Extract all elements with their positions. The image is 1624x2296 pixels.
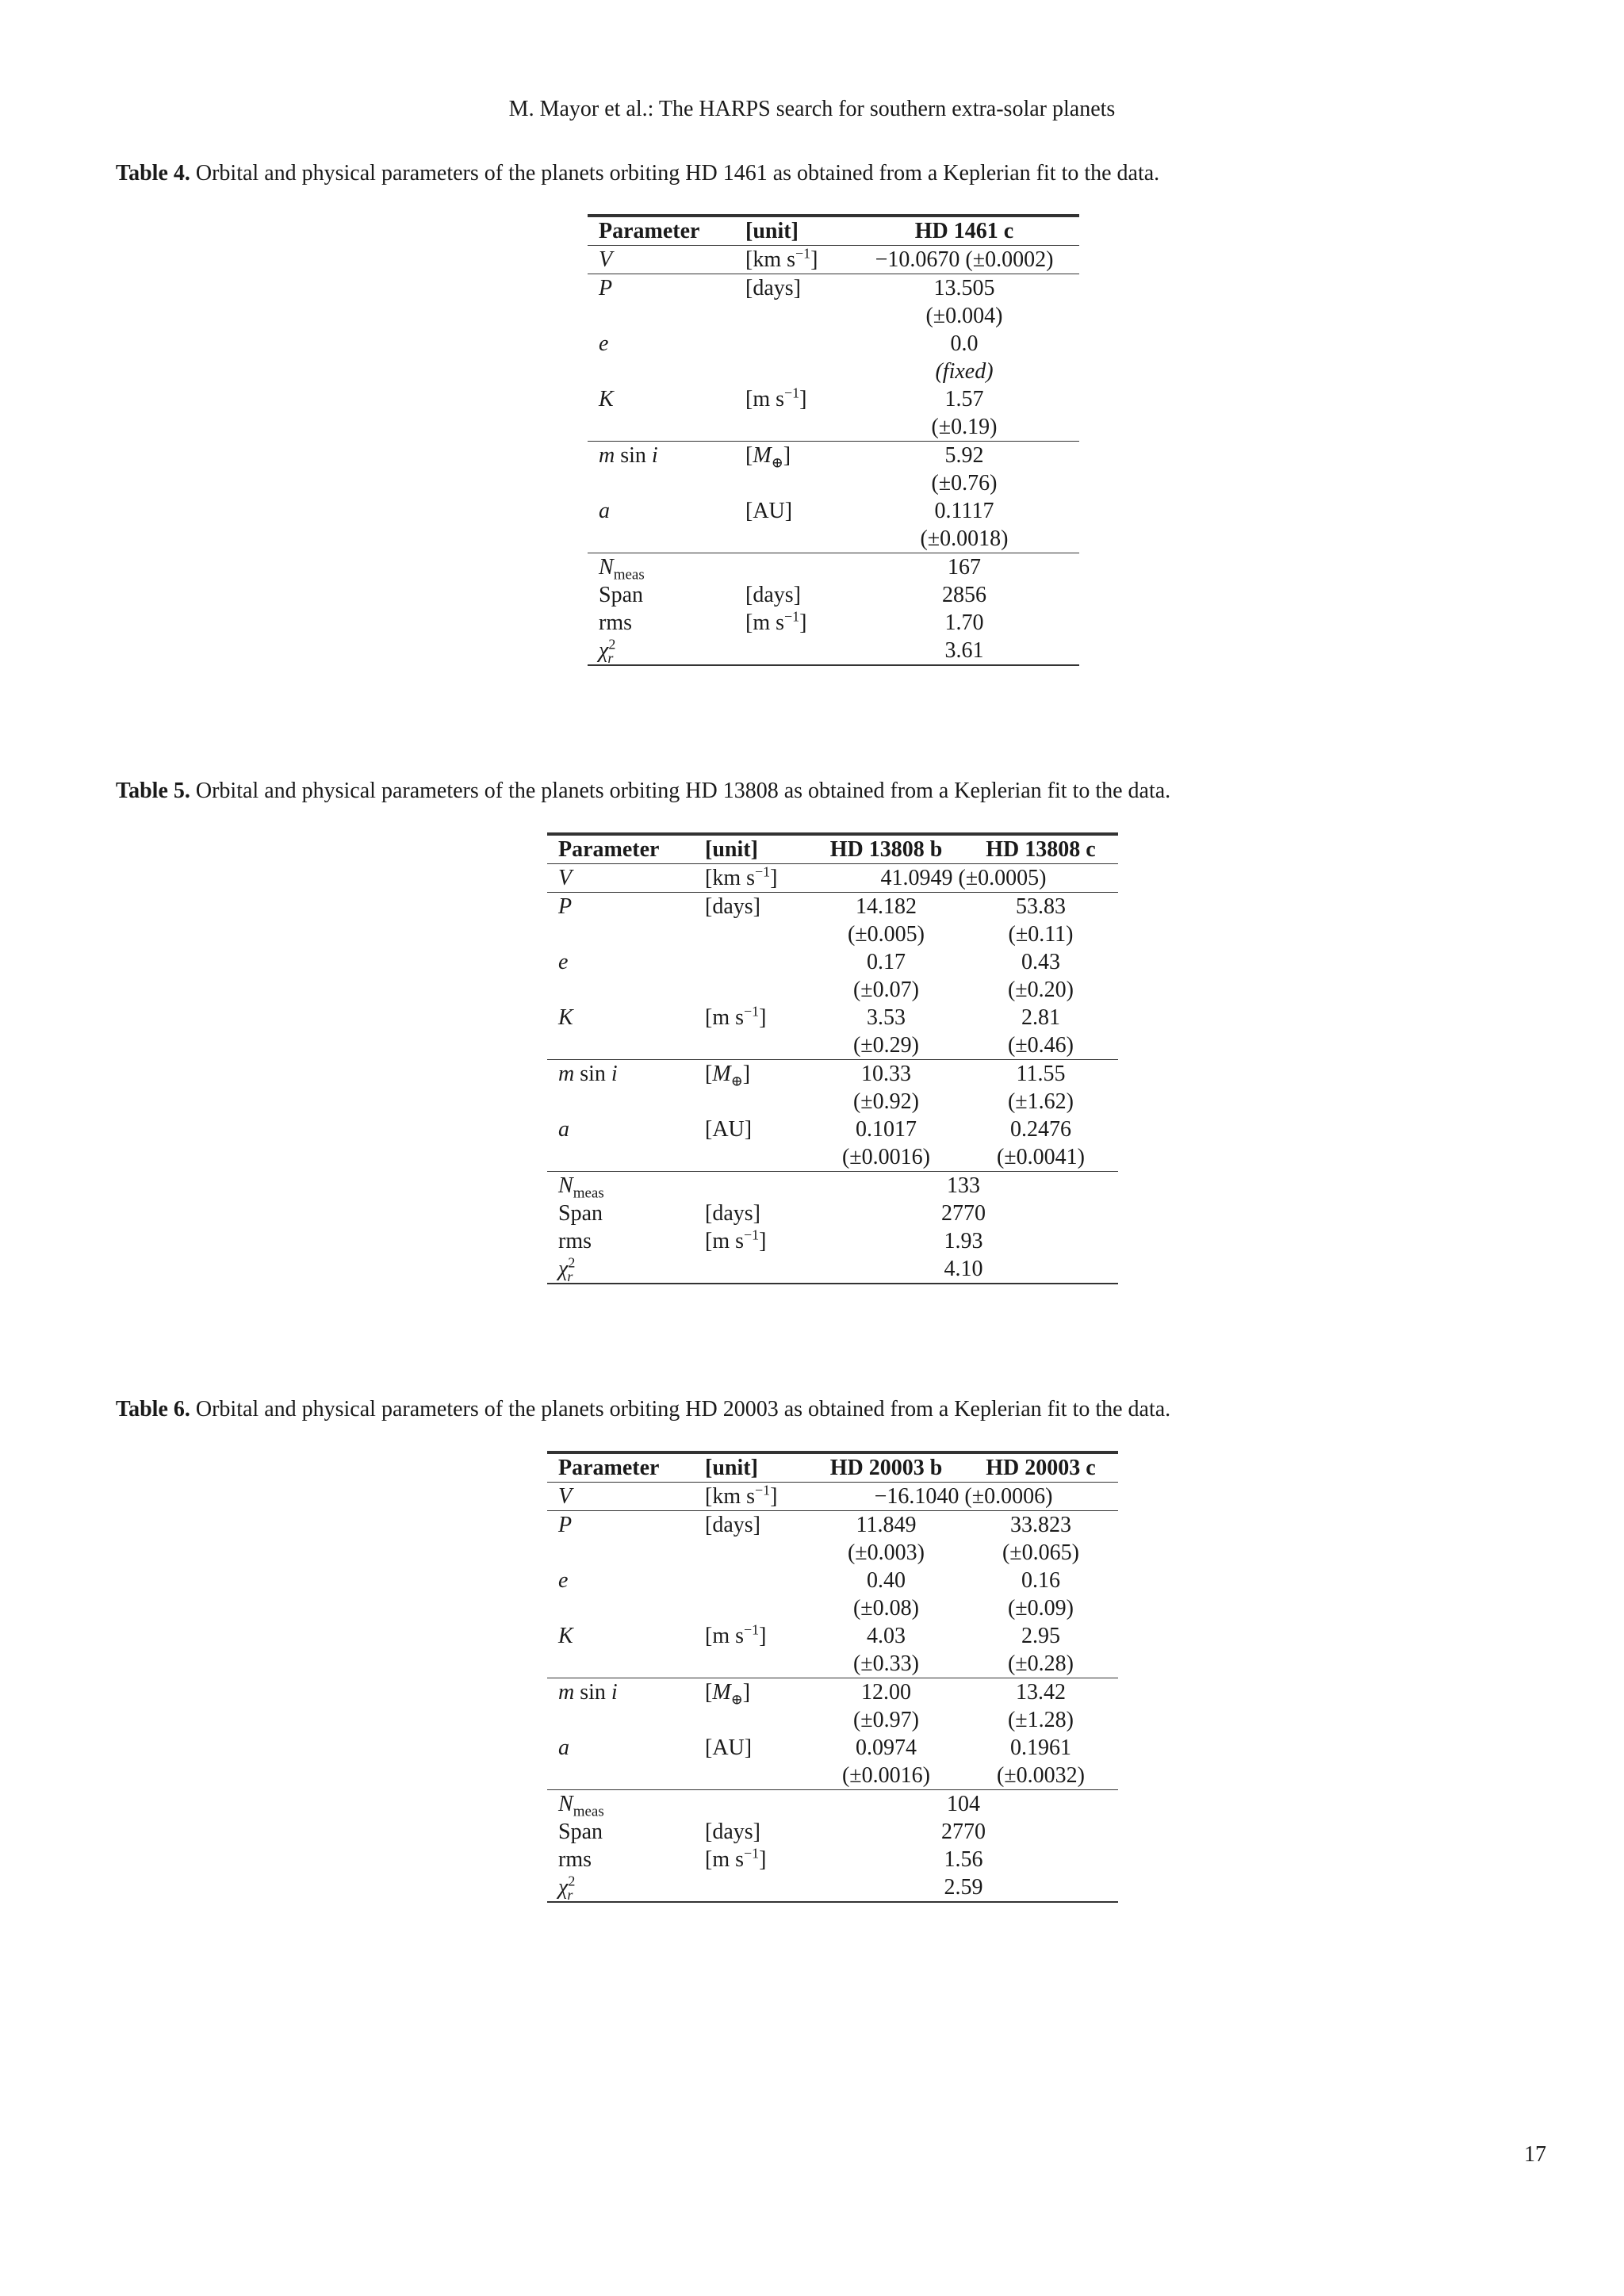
unit-text: [km s bbox=[705, 1484, 755, 1509]
table-caption bbox=[116, 161, 1159, 186]
unit-close: ] bbox=[770, 866, 778, 890]
label-msini: m sin i bbox=[547, 1678, 694, 1735]
unit-exp: −1 bbox=[744, 1226, 760, 1243]
unit-exp: −1 bbox=[755, 863, 771, 880]
value-a-b: 0.1017 (±0.0016) bbox=[841, 1117, 930, 1169]
label-v: V bbox=[558, 866, 573, 890]
unit-mass: $[M_\oplus]$ bbox=[694, 1678, 809, 1735]
value-v: −10.0670 (±0.0002) bbox=[849, 246, 1079, 274]
header-parameter: Parameter bbox=[558, 837, 660, 862]
label-chi2: $\chi^2_r$ bbox=[547, 1255, 694, 1284]
label-rms: rms bbox=[558, 1229, 592, 1253]
label-e: e bbox=[558, 1568, 569, 1593]
unit-au: [AU] bbox=[745, 499, 793, 523]
label-a: a bbox=[558, 1735, 569, 1760]
value-chi2: 2.59 bbox=[809, 1873, 1118, 1902]
value-span: 2770 bbox=[941, 1201, 986, 1226]
value-chi2: 4.10 bbox=[809, 1255, 1118, 1284]
value-msini: 5.92 (±0.76) bbox=[849, 442, 1079, 498]
label-msini: m sin i bbox=[588, 442, 734, 498]
unit-exp: −1 bbox=[784, 608, 800, 625]
unit-text: [km s bbox=[705, 866, 755, 890]
unit-text: [m s bbox=[705, 1624, 744, 1648]
unit-text: [m s bbox=[705, 1229, 744, 1253]
unit-exp: −1 bbox=[795, 245, 811, 262]
unit-days: [days] bbox=[745, 583, 801, 607]
page-number: 17 bbox=[1524, 2142, 1546, 2167]
unit-days: [days] bbox=[734, 274, 849, 331]
label-span: Span bbox=[558, 1820, 603, 1844]
header-parameter: Parameter bbox=[558, 1456, 660, 1480]
value-p: 13.505 (±0.004) bbox=[849, 274, 1079, 331]
table-hd1461 bbox=[588, 214, 1079, 666]
label-p: P bbox=[558, 894, 573, 919]
unit-days: [days] bbox=[694, 1511, 809, 1567]
header-unit: [unit] bbox=[705, 1456, 758, 1480]
label-nmeas: $N_{meas}$ bbox=[588, 553, 734, 582]
label-span: Span bbox=[558, 1201, 603, 1226]
value-a-c: 0.2476 (±0.0041) bbox=[996, 1117, 1085, 1169]
value-p-c: 53.83 (±0.11) bbox=[963, 893, 1118, 949]
unit-close: ] bbox=[759, 1005, 767, 1030]
value-a-b: 0.0974 (±0.0016) bbox=[841, 1735, 930, 1788]
value-e-c: 0.16 (±0.09) bbox=[1007, 1568, 1074, 1621]
table-caption bbox=[116, 779, 1170, 804]
value-e: 0.0 (fixed) bbox=[935, 331, 994, 384]
value-nmeas: 133 bbox=[809, 1172, 1118, 1200]
unit-exp: −1 bbox=[744, 1845, 760, 1862]
label-chi2: $\chi^2_r$ bbox=[588, 637, 734, 665]
value-p-c: 33.823 (±0.065) bbox=[963, 1511, 1118, 1567]
label-p: P bbox=[599, 276, 613, 300]
value-msini-b: 10.33 (±0.92) bbox=[809, 1060, 963, 1116]
value-p-b: 11.849 (±0.003) bbox=[809, 1511, 963, 1567]
unit-text: [m s bbox=[705, 1005, 744, 1030]
caption-text: Orbital and physical parameters of the planets orbiting HD 13808 as obtained from a Keplerian fit to the data. bbox=[190, 779, 1171, 803]
unit-mass: $[M_\oplus]$ bbox=[694, 1060, 809, 1116]
label-chi2: $\chi^2_r$ bbox=[547, 1873, 694, 1902]
label-nmeas: $N_{meas}$ bbox=[547, 1172, 694, 1200]
label-e: e bbox=[599, 331, 609, 356]
label-msini: m sin i bbox=[547, 1060, 694, 1116]
value-msini-c: 11.55 (±1.62) bbox=[963, 1060, 1118, 1116]
value-msini-b: 12.00 (±0.97) bbox=[809, 1678, 963, 1735]
caption-text: Orbital and physical parameters of the planets orbiting HD 1461 as obtained from a Keplerian fit to the data. bbox=[190, 161, 1160, 186]
unit-text: [m s bbox=[705, 1847, 744, 1872]
value-e-b: 0.17 (±0.07) bbox=[852, 950, 919, 1002]
header-parameter: Parameter bbox=[599, 219, 700, 243]
unit-close: ] bbox=[799, 387, 807, 411]
value-k-b: 3.53 (±0.29) bbox=[852, 1005, 919, 1058]
value-k: 1.57 (±0.19) bbox=[931, 387, 998, 439]
header-planet: HD 1461 c bbox=[914, 219, 1014, 243]
table-caption bbox=[116, 1397, 1170, 1422]
value-rms: 1.93 bbox=[944, 1229, 983, 1253]
value-v: 41.0949 (±0.0005) bbox=[809, 864, 1118, 893]
value-v: −16.1040 (±0.0006) bbox=[809, 1483, 1118, 1511]
unit-close: ] bbox=[799, 610, 807, 635]
unit-text: [m s bbox=[745, 610, 784, 635]
unit-close: ] bbox=[770, 1484, 778, 1509]
label-rms: rms bbox=[599, 610, 632, 635]
value-nmeas: 104 bbox=[809, 1790, 1118, 1819]
running-head: M. Mayor et al.: The HARPS search for southern extra-solar planets bbox=[508, 97, 1116, 121]
value-e-b: 0.40 (±0.08) bbox=[852, 1568, 919, 1621]
label-span: Span bbox=[599, 583, 643, 607]
unit-days: [days] bbox=[705, 1201, 760, 1226]
unit-exp: −1 bbox=[744, 1621, 760, 1638]
header-planet-c: HD 20003 c bbox=[986, 1456, 1096, 1480]
label-e: e bbox=[558, 950, 569, 974]
caption-label: Table 4. bbox=[116, 161, 190, 186]
unit-text: [km s bbox=[745, 247, 795, 272]
caption-text: Orbital and physical parameters of the planets orbiting HD 20003 as obtained from a Keplerian fit to the data. bbox=[190, 1397, 1171, 1422]
unit-close: ] bbox=[810, 247, 818, 272]
value-nmeas: 167 bbox=[849, 553, 1079, 582]
value-k-b: 4.03 (±0.33) bbox=[852, 1624, 919, 1676]
unit-text: [m s bbox=[745, 387, 784, 411]
value-e-c: 0.43 (±0.20) bbox=[1007, 950, 1074, 1002]
header-planet-c: HD 13808 c bbox=[986, 837, 1096, 862]
label-nmeas: $N_{meas}$ bbox=[547, 1790, 694, 1819]
label-k: K bbox=[599, 387, 614, 411]
unit-exp: −1 bbox=[784, 385, 800, 401]
value-k-c: 2.81 (±0.46) bbox=[1007, 1005, 1074, 1058]
value-k-c: 2.95 (±0.28) bbox=[1007, 1624, 1074, 1676]
header-unit: [unit] bbox=[745, 219, 799, 243]
label-a: a bbox=[599, 499, 610, 523]
unit-close: ] bbox=[759, 1624, 767, 1648]
label-rms: rms bbox=[558, 1847, 592, 1872]
unit-mass: $[M_\oplus]$ bbox=[734, 442, 849, 498]
unit-days: [days] bbox=[705, 1820, 760, 1844]
unit-days: [days] bbox=[694, 893, 809, 949]
caption-label: Table 5. bbox=[116, 779, 190, 803]
unit-exp: −1 bbox=[755, 1482, 771, 1498]
value-a-c: 0.1961 (±0.0032) bbox=[996, 1735, 1085, 1788]
unit-close: ] bbox=[759, 1229, 767, 1253]
unit-au: [AU] bbox=[705, 1117, 753, 1142]
value-a: 0.1117 (±0.0018) bbox=[920, 499, 1009, 551]
table-hd20003 bbox=[547, 1451, 1118, 1903]
value-p-b: 14.182 (±0.005) bbox=[809, 893, 963, 949]
header-unit: [unit] bbox=[705, 837, 758, 862]
unit-close: ] bbox=[759, 1847, 767, 1872]
label-k: K bbox=[558, 1624, 573, 1648]
value-span: 2856 bbox=[942, 583, 986, 607]
value-chi2: 3.61 bbox=[849, 637, 1079, 665]
unit-au: [AU] bbox=[705, 1735, 753, 1760]
value-msini-c: 13.42 (±1.28) bbox=[963, 1678, 1118, 1735]
unit-exp: −1 bbox=[744, 1003, 760, 1020]
label-v: V bbox=[558, 1484, 573, 1509]
value-span: 2770 bbox=[941, 1820, 986, 1844]
table-hd13808 bbox=[547, 832, 1118, 1284]
caption-label: Table 6. bbox=[116, 1397, 190, 1422]
header-planet-b: HD 20003 b bbox=[829, 1456, 943, 1480]
label-a: a bbox=[558, 1117, 569, 1142]
value-rms: 1.56 bbox=[944, 1847, 983, 1872]
label-v: V bbox=[599, 247, 613, 272]
label-p: P bbox=[558, 1513, 573, 1537]
header-planet-b: HD 13808 b bbox=[829, 837, 943, 862]
label-k: K bbox=[558, 1005, 573, 1030]
value-rms: 1.70 bbox=[944, 610, 984, 635]
